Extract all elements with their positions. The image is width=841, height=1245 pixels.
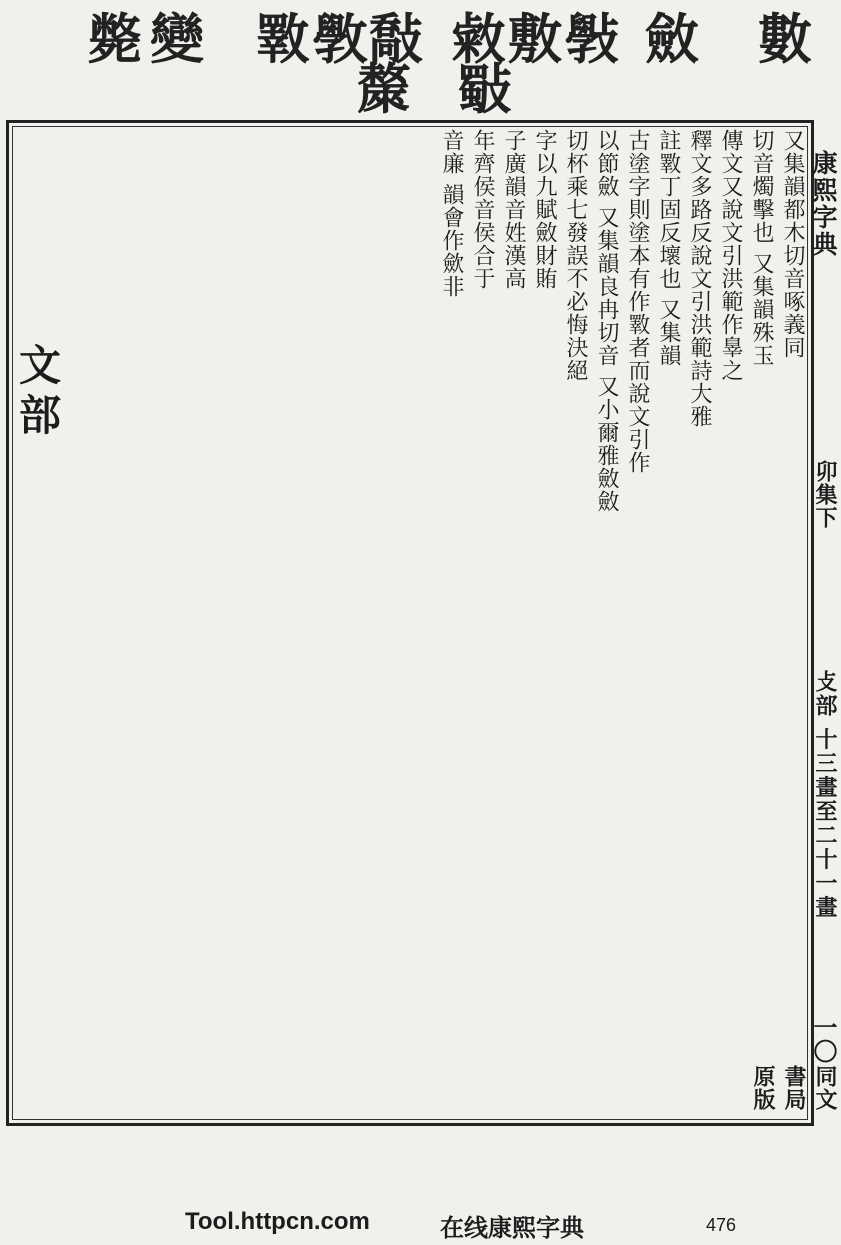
entry-column: 切音燭擊也 又集韻殊玉 — [749, 129, 774, 367]
section-label: 攴部 十三畫至二十一畫 — [812, 670, 838, 920]
entry-column: 註斁丁固反壞也 又集韻 — [656, 129, 681, 367]
seal-character: 斁 — [256, 7, 312, 71]
entry-column: 以節斂 又集韻良冉切音 又小爾雅斂斂 — [594, 129, 619, 513]
seal-character: 斃 — [88, 7, 144, 71]
seal-character: 斆 — [313, 7, 369, 71]
seal-character: 敽 — [369, 7, 425, 71]
page-number: 476 — [706, 1215, 737, 1235]
entry-column: 子廣韻音姓漢高 — [501, 129, 526, 290]
seal-character: 斅 — [565, 7, 621, 71]
press-label: 同文書局原版 — [750, 1065, 838, 1111]
footer-site-name: 在线康熙字典 — [440, 1214, 584, 1242]
seal-character: 敷 — [508, 7, 564, 71]
entry-column: 字以九賦斂財賄 — [532, 129, 557, 290]
seal-character: 變 — [150, 7, 206, 71]
entry-column: 古塗字則塗本有作斁者而說文引作 — [625, 129, 650, 474]
radical-heading: 文部 — [13, 343, 62, 443]
entry-column: 切杯乘七發誤不必悔決絕 — [563, 129, 588, 382]
entry-column: 年齊侯音侯合于 — [470, 129, 495, 290]
seal-character: 斄 — [357, 57, 413, 121]
dictionary-text-frame — [6, 120, 814, 1126]
seal-script-heading-row — [0, 0, 841, 121]
book-title: 康熙字典 — [809, 150, 838, 258]
volume-label: 卯集下 — [812, 460, 838, 529]
entry-column: 釋文多路反說文引洪範詩大雅 — [687, 129, 712, 428]
leaf-number: 一〇 — [809, 1015, 838, 1063]
seal-character: 敹 — [452, 7, 508, 71]
seal-character: 斂 — [645, 7, 701, 71]
entry-column: 傳文又說文引洪範作辠之 — [718, 129, 743, 382]
entry-column: 又集韻都木切音啄義同 — [780, 129, 805, 359]
seal-character: 斀 — [458, 57, 514, 121]
footer-site-link[interactable]: Tool.httpcn.com — [185, 1208, 370, 1235]
seal-character: 數 — [758, 7, 814, 71]
entry-column: 音廉 韻會作歛非 — [439, 129, 464, 298]
